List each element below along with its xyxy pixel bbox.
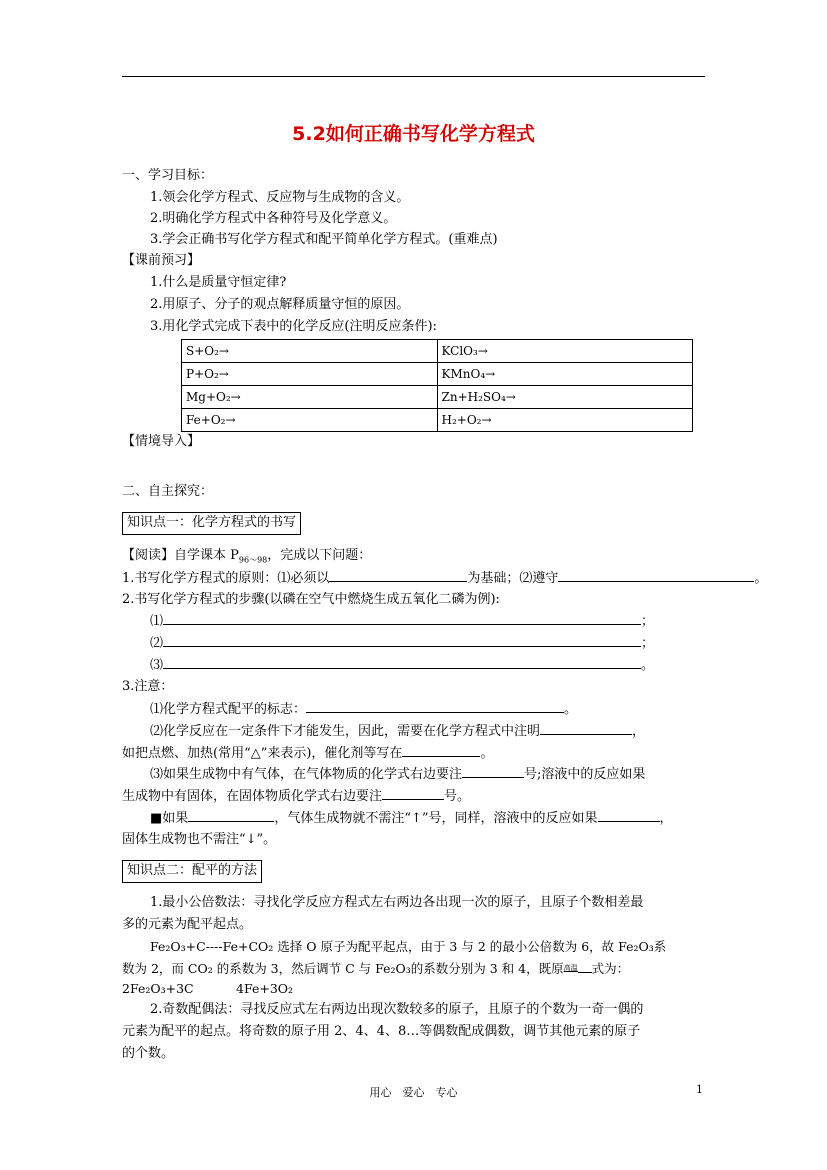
note4-blank-2[interactable]	[598, 808, 660, 822]
step-1	[150, 611, 654, 632]
question-3: 3.注意：	[122, 679, 174, 694]
table-cell[interactable]: Fe+O₂→	[182, 409, 438, 432]
method-1-line-2: 多的元素为配平起点。	[122, 917, 253, 932]
note4-text-c: ，	[659, 811, 673, 826]
preview-item-3: 3.用化学式完成下表中的化学反应(注明反应条件):	[150, 319, 437, 334]
step-blank[interactable]	[163, 611, 641, 625]
note-4	[150, 808, 673, 829]
step-blank[interactable]	[163, 655, 641, 669]
method-1-line-4	[122, 958, 629, 979]
q1-text-c: 。	[754, 571, 768, 586]
page-number: 1	[696, 1083, 703, 1096]
step-end: ；	[641, 614, 655, 629]
note-1	[150, 699, 577, 720]
note2-text-d: 。	[480, 746, 494, 761]
note1-text-b: 。	[564, 702, 578, 717]
table-row	[182, 363, 693, 386]
table-cell[interactable]: KMnO₄→	[437, 363, 693, 386]
q1-blank-2[interactable]	[558, 568, 754, 582]
equation-arrow	[578, 963, 592, 973]
square-bullet-icon: ■	[150, 811, 163, 826]
q1-blank-1[interactable]	[329, 568, 467, 582]
note1-text-a: ⑴化学方程式配平的标志：	[150, 702, 307, 717]
reading-text-a: 【阅读】自学课本 P	[122, 548, 239, 563]
table-row	[182, 386, 693, 409]
question-2: 2.书写化学方程式的步骤(以磷在空气中燃烧生成五氧化二磷为例):	[122, 592, 500, 607]
knowledge-point-1-box: 知识点一：化学方程式的书写	[122, 512, 301, 535]
method-1-line-3: Fe₂O₃+C----Fe+CO₂ 选择 O 原子为配平起点，由于 3 与 2 的最小公倍数为 6，故 Fe₂O₃系	[150, 939, 667, 954]
preview-item-1: 1.什么是质量守恒定律?	[150, 275, 287, 290]
reading-pages: 96～98	[238, 555, 268, 565]
note-2-continued	[122, 743, 493, 764]
step-marker: ⑵	[150, 636, 164, 651]
method-1-line-1: 1.最小公倍数法：寻找化学反应方程式左右两边各出现一次的原子，且原子个数相差最	[150, 895, 644, 910]
step-end: ；	[641, 636, 655, 651]
table-cell[interactable]: KClO₃→	[437, 340, 693, 363]
page-title: 5.2如何正确书写化学方程式	[292, 123, 535, 145]
note3-text-b: 号;溶液中的反应如果	[524, 767, 646, 782]
note-3	[150, 764, 645, 785]
reaction-table	[181, 339, 693, 432]
method-2-line-3: 的个数。	[122, 1046, 175, 1061]
section2-heading: 二、自主探究：	[122, 484, 214, 499]
note3-text-c: 生成物中有固体，在固体物质化学式右边要注	[122, 789, 383, 804]
note4-blank-1[interactable]	[188, 808, 274, 822]
step-marker: ⑶	[150, 658, 164, 673]
note3-text-a: ⑶如果生成物中有气体，在气体物质的化学式右边要注	[150, 767, 463, 782]
table-cell[interactable]: P+O₂→	[182, 363, 438, 386]
note2-blank-1[interactable]	[540, 721, 632, 735]
goal-item-2: 2.明确化学方程式中各种符号及化学意义。	[150, 211, 397, 226]
note2-text-c: 如把点燃、加热(常用“△”来表示)，催化剂等写在	[122, 746, 403, 761]
knowledge-point-2-box: 知识点二：配平的方法	[122, 860, 262, 883]
reaction-condition-label: 高温	[563, 964, 578, 972]
page-footer: 用心 爱心 专心	[369, 1086, 458, 1099]
step-3	[150, 655, 654, 676]
preview-item-2: 2.用原子、分子的观点解释质量守恒的原因。	[150, 297, 410, 312]
situation-heading: 【情境导入】	[122, 434, 201, 449]
step-blank[interactable]	[163, 633, 641, 647]
method1-text-b: 式为：	[591, 961, 630, 976]
table-cell[interactable]: Zn+H₂SO₄→	[437, 386, 693, 409]
section1-heading: 一、学习目标：	[122, 168, 214, 183]
balanced-equation-right: 4Fe+3O₂	[236, 981, 294, 996]
step-marker: ⑴	[150, 614, 164, 629]
header-rule	[122, 76, 705, 77]
note2-text-b: ，	[632, 724, 646, 739]
note2-blank-2[interactable]	[402, 743, 480, 757]
note2-text-a: ⑵化学反应在一定条件下才能发生，因此，需要在化学方程式中注明	[150, 724, 541, 739]
reading-instruction	[122, 546, 371, 571]
goal-item-3: 3.学会正确书写化学方程式和配平简单化学方程式。(重难点)	[150, 232, 498, 247]
table-cell[interactable]: S+O₂→	[182, 340, 438, 363]
note-3-continued	[122, 786, 470, 807]
note3-blank-2[interactable]	[382, 786, 444, 800]
method-2-line-1: 2.奇数配偶法：寻找反应式左右两边出现次数较多的原子，且原子的个数为一奇一偶的	[150, 1002, 644, 1017]
reading-text-b: ，完成以下问题：	[267, 548, 372, 563]
table-row	[182, 409, 693, 432]
note-2	[150, 721, 645, 742]
note3-text-d: 号。	[444, 789, 471, 804]
table-cell[interactable]: H₂+O₂→	[437, 409, 693, 432]
method-2-line-2: 元素为配平的起点。将奇数的原子用 2、4、4、8…等偶数配成偶数，调节其他元素的原子	[122, 1024, 641, 1039]
table-cell[interactable]: Mg+O₂→	[182, 386, 438, 409]
step-2	[150, 633, 654, 654]
q1-text-a: 1.书写化学方程式的原则：⑴必须以	[122, 571, 330, 586]
method1-text-a: 数为 2，而 CO₂ 的系数为 3，然后调节 C 与 Fe₂O₃的系数分别为 3 和 4，既原	[122, 961, 564, 976]
question-1	[122, 568, 767, 589]
note4-text-b: ，气体生成物就不需注“↑”号，同样，溶液中的反应如果	[274, 811, 598, 826]
preview-heading: 【课前预习】	[122, 253, 201, 268]
note3-blank-1[interactable]	[462, 764, 524, 778]
note-4-continued: 固体生成物也不需注“↓”。	[122, 832, 277, 847]
q1-text-b: 为基础；⑵遵守	[467, 571, 559, 586]
balanced-equation-left: 2Fe₂O₃+3C	[122, 981, 194, 996]
note1-blank[interactable]	[306, 699, 564, 713]
note4-text-a: 如果	[162, 811, 189, 826]
step-end: 。	[641, 658, 655, 673]
table-row	[182, 340, 693, 363]
goal-item-1: 1.领会化学方程式、反应物与生成物的含义。	[150, 190, 410, 205]
